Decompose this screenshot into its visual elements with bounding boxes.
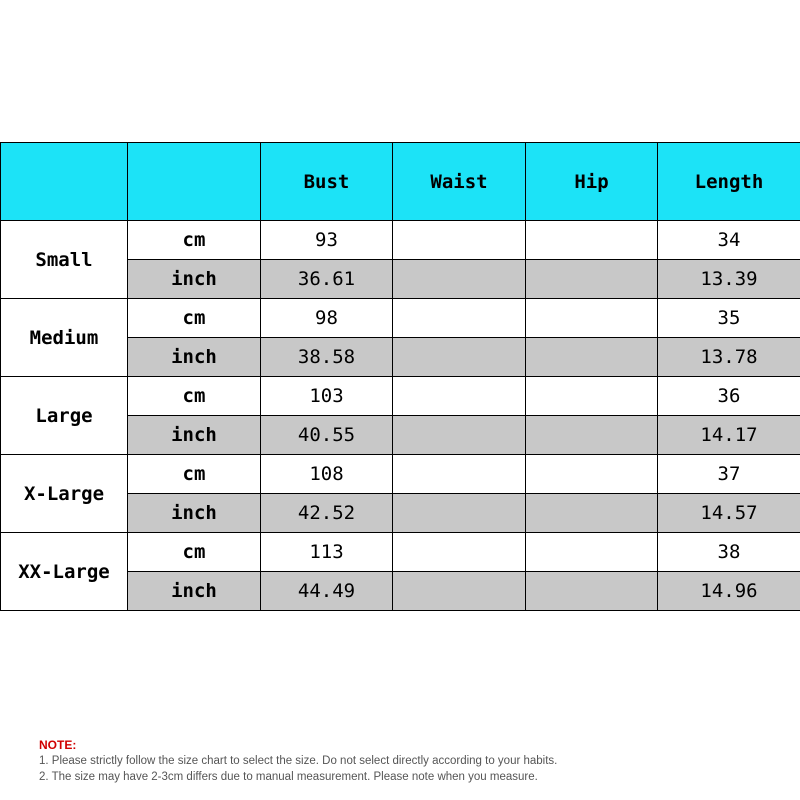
- waist-cell: [393, 221, 526, 260]
- size-name-cell: Small: [1, 221, 128, 299]
- table-row: [1, 299, 800, 338]
- waist-cell: [393, 416, 526, 455]
- length-cell: 14.57: [658, 494, 800, 533]
- bust-cell: 44.49: [261, 572, 393, 611]
- hip-cell: [526, 533, 658, 572]
- header-cell-hip: Hip: [526, 143, 658, 221]
- unit-cell: inch: [128, 494, 261, 533]
- hip-cell: [526, 494, 658, 533]
- length-cell: 14.96: [658, 572, 800, 611]
- length-cell: 13.39: [658, 260, 800, 299]
- size-chart-table: [0, 142, 800, 611]
- header-cell-length: Length: [658, 143, 800, 221]
- length-cell: 34: [658, 221, 800, 260]
- unit-cell: inch: [128, 416, 261, 455]
- bust-cell: 103: [261, 377, 393, 416]
- length-cell: 13.78: [658, 338, 800, 377]
- size-name-cell: X-Large: [1, 455, 128, 533]
- size-name-cell: XX-Large: [1, 533, 128, 611]
- hip-cell: [526, 260, 658, 299]
- unit-cell: inch: [128, 572, 261, 611]
- waist-cell: [393, 377, 526, 416]
- table-row: [1, 377, 800, 416]
- unit-cell: cm: [128, 299, 261, 338]
- header-cell-bust: Bust: [261, 143, 393, 221]
- notes-block: [39, 737, 557, 785]
- waist-cell: [393, 572, 526, 611]
- bust-cell: 93: [261, 221, 393, 260]
- length-cell: 38: [658, 533, 800, 572]
- header-cell-size: [1, 143, 128, 221]
- header-row: [1, 143, 800, 221]
- bust-cell: 40.55: [261, 416, 393, 455]
- waist-cell: [393, 338, 526, 377]
- note-line-2: 2. The size may have 2-3cm differs due to manual measurement. Please note when you measure.: [39, 771, 538, 783]
- length-cell: 35: [658, 299, 800, 338]
- unit-cell: cm: [128, 221, 261, 260]
- table-row: [1, 221, 800, 260]
- unit-cell: cm: [128, 455, 261, 494]
- hip-cell: [526, 572, 658, 611]
- size-name-cell: Medium: [1, 299, 128, 377]
- bust-cell: 42.52: [261, 494, 393, 533]
- hip-cell: [526, 221, 658, 260]
- hip-cell: [526, 338, 658, 377]
- waist-cell: [393, 299, 526, 338]
- bust-cell: 108: [261, 455, 393, 494]
- waist-cell: [393, 455, 526, 494]
- hip-cell: [526, 377, 658, 416]
- size-name-cell: Large: [1, 377, 128, 455]
- hip-cell: [526, 416, 658, 455]
- hip-cell: [526, 299, 658, 338]
- table-row: [1, 455, 800, 494]
- waist-cell: [393, 260, 526, 299]
- header-cell-waist: Waist: [393, 143, 526, 221]
- length-cell: 36: [658, 377, 800, 416]
- note-title: NOTE:: [39, 738, 77, 752]
- bust-cell: 113: [261, 533, 393, 572]
- unit-cell: inch: [128, 260, 261, 299]
- unit-cell: cm: [128, 377, 261, 416]
- table-row: [1, 533, 800, 572]
- waist-cell: [393, 533, 526, 572]
- unit-cell: inch: [128, 338, 261, 377]
- bust-cell: 36.61: [261, 260, 393, 299]
- bust-cell: 98: [261, 299, 393, 338]
- length-cell: 14.17: [658, 416, 800, 455]
- unit-cell: cm: [128, 533, 261, 572]
- waist-cell: [393, 494, 526, 533]
- header-cell-unit: [128, 143, 261, 221]
- hip-cell: [526, 455, 658, 494]
- length-cell: 37: [658, 455, 800, 494]
- note-line-1: 1. Please strictly follow the size chart to select the size. Do not select directly according to your habits.: [39, 755, 558, 767]
- bust-cell: 38.58: [261, 338, 393, 377]
